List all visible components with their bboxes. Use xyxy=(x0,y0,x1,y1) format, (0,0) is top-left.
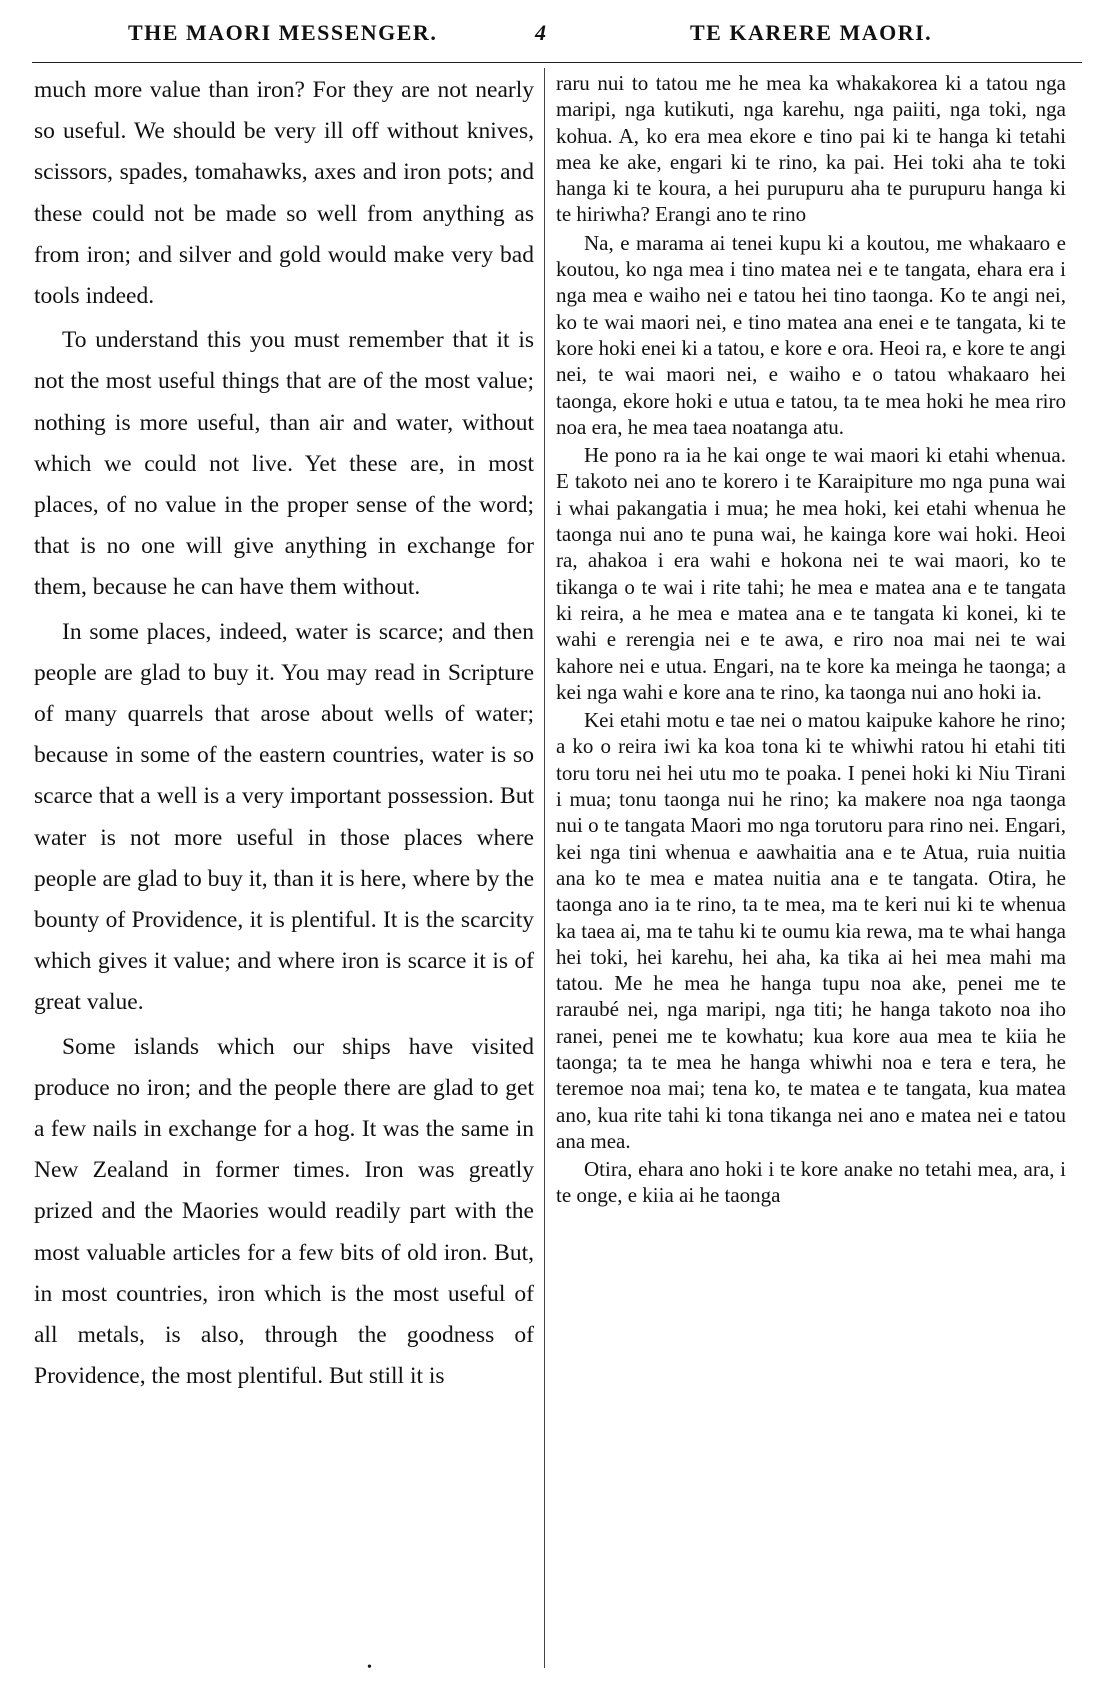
english-masthead: THE MAORI MESSENGER. xyxy=(128,20,438,45)
maori-paragraph: Otira, ehara ano hoki i te kore anake no tetahi mea, ara, i te onge, e kiia ai he taonga xyxy=(556,1157,1066,1208)
maori-paragraph: raru nui to tatou me he mea ka whakakorea ki a tatou nga maripi, nga kutikuti, nga karehu, nga paiiti, nga toki, nga kohua. A, ko era mea ekore e tino pai ki te hanga ki tetahi mea ke ake, engari ki te rino, ka pai. Hei toki aha te toki hanga ki te koura, a hei purupuru aha te purupuru hanga ki te hiriwha? Erangi ano te rino xyxy=(556,71,1066,227)
maori-column xyxy=(556,70,1066,1211)
english-paragraph: much more value than iron? For they are not nearly so useful. We should be very ill off without knives, scissors, spades, tomahawks, axes and iron pots; and these could not be made so well from anything as from iron; and silver and gold would make very bad tools indeed. xyxy=(34,77,534,310)
maori-paragraph: Na, e marama ai tenei kupu ki a koutou, me whakaaro e koutou, ko nga mea i tino matea nei e te tangata, ehara era i nga mea e waiho nei e tatou hei tino taonga. Ko te angi nei, ko te wai maori nei, e tino matea ana enei e te tangata, ki te kore hoki enei ki a tatou, e kore e ora. Heoi ra, e kore te angi nei, te wai maori nei, e waiho e o tatou whakaaro hei taonga, ekore hoki e utua e tatou, ta te mea hoki he mea riro noa era, he mea taea noatanga atu. xyxy=(556,230,1066,439)
maori-paragraph: Kei etahi motu e tae nei o matou kaipuke kahore he rino; a ko o reira iwi ka koa tona ki te whiwhi ratou hi etahi titi toru toru nei hei utu mo te poaka. I penei hoki ki Niu Tirani i mua; tonu taonga nui he rino; ka makere noa nga taonga nui o te tangata Maori mo nga torutoru para rino nei. Engari, kei nga tini whenua e aawhaitia ana e te Atua, ruia nuitia ana ko te mea e matea nuitia ana e te tangata. Otira, he taonga ano ia te rino, ta te mea, ma te keri nui ki te whenua ka taea ai, ma te tahu ki te oumu kia rewa, ma te whai hanga hei toki, hei karehu, hei aha, ka tika ai hei mea mahi ma tatou. Me he mea he hanga tupu noa ake, penei me te raraubé nei, nga maripi, nga titi; he hanga takoto noa iho ranei, penei me te kowhatu; kua kore aua mea te kiia he taonga; ta te mea he hanga whiwhi noa e tera e tera, he teremoe noa mai; tena ko, te matea e te tangata, kua matea ano, kua rite tahi ki tona tikanga nei ano e matea nei e tatou ana mea. xyxy=(556,708,1066,1153)
maori-masthead: TE KARERE MAORI. xyxy=(690,20,933,45)
english-paragraph: To understand this you must remember that it is not the most useful things that are of the most value; nothing is more useful, than air and water, without which we could not live. Yet these are, in most places, of no value in the proper sense of the word; that is no one will give anything in exchange for them, because he can have them without. xyxy=(34,327,534,601)
english-column xyxy=(34,70,534,1401)
header-rule xyxy=(32,62,1082,63)
column-divider xyxy=(544,68,545,1668)
page-number: 4 xyxy=(535,20,548,45)
page-header xyxy=(0,20,1114,60)
maori-paragraph: He pono ra ia he kai onge te wai maori ki etahi whenua. E takoto nei ano te korero i te Karaipiture mo nga puna wai i whai pakangatia i mua; he mea hoki, kei etahi whenua he taonga nui ano te puna wai, he kainga kore wai hoki. Heoi ra, ahakoa i era wahi e hokona nei te wai maori, ko te tikanga o te wai i rite tahi; he mea e matea ana e te tangata ki reira, a he mea e matea ana e te tangata ki konei, ki te wahi e rerengia nei e te awa, e riro noa mai nei te wai kahore nei e utua. Engari, na te kore ka meinga he taonga; a kei nga wahi e kore ana te rino, ka taonga nui ano hoki ia. xyxy=(556,443,1066,704)
english-paragraph: In some places, indeed, water is scarce; and then people are glad to buy it. You may read in Scripture of many quarrels that arose about wells of water; because in some of the eastern countries, water is so scarce that a well is a very important possession. But water is not more useful in those places where people are glad to buy it, than it is here, where by the bounty of Providence, it is plentiful. It is the scarcity which gives it value; and where iron is scarce it is of great value. xyxy=(34,618,534,1016)
footer-mark: • xyxy=(367,1660,372,1675)
english-paragraph: Some islands which our ships have visited produce no iron; and the people there are glad to get a few nails in exchange for a hog. It was the same in New Zealand in former times. Iron was greatly prized and the Maories would readily part with the most valuable articles for a few bits of old iron. But, in most countries, iron which is the most useful of all metals, is also, through the goodness of Providence, the most plentiful. But still it is xyxy=(34,1033,534,1390)
